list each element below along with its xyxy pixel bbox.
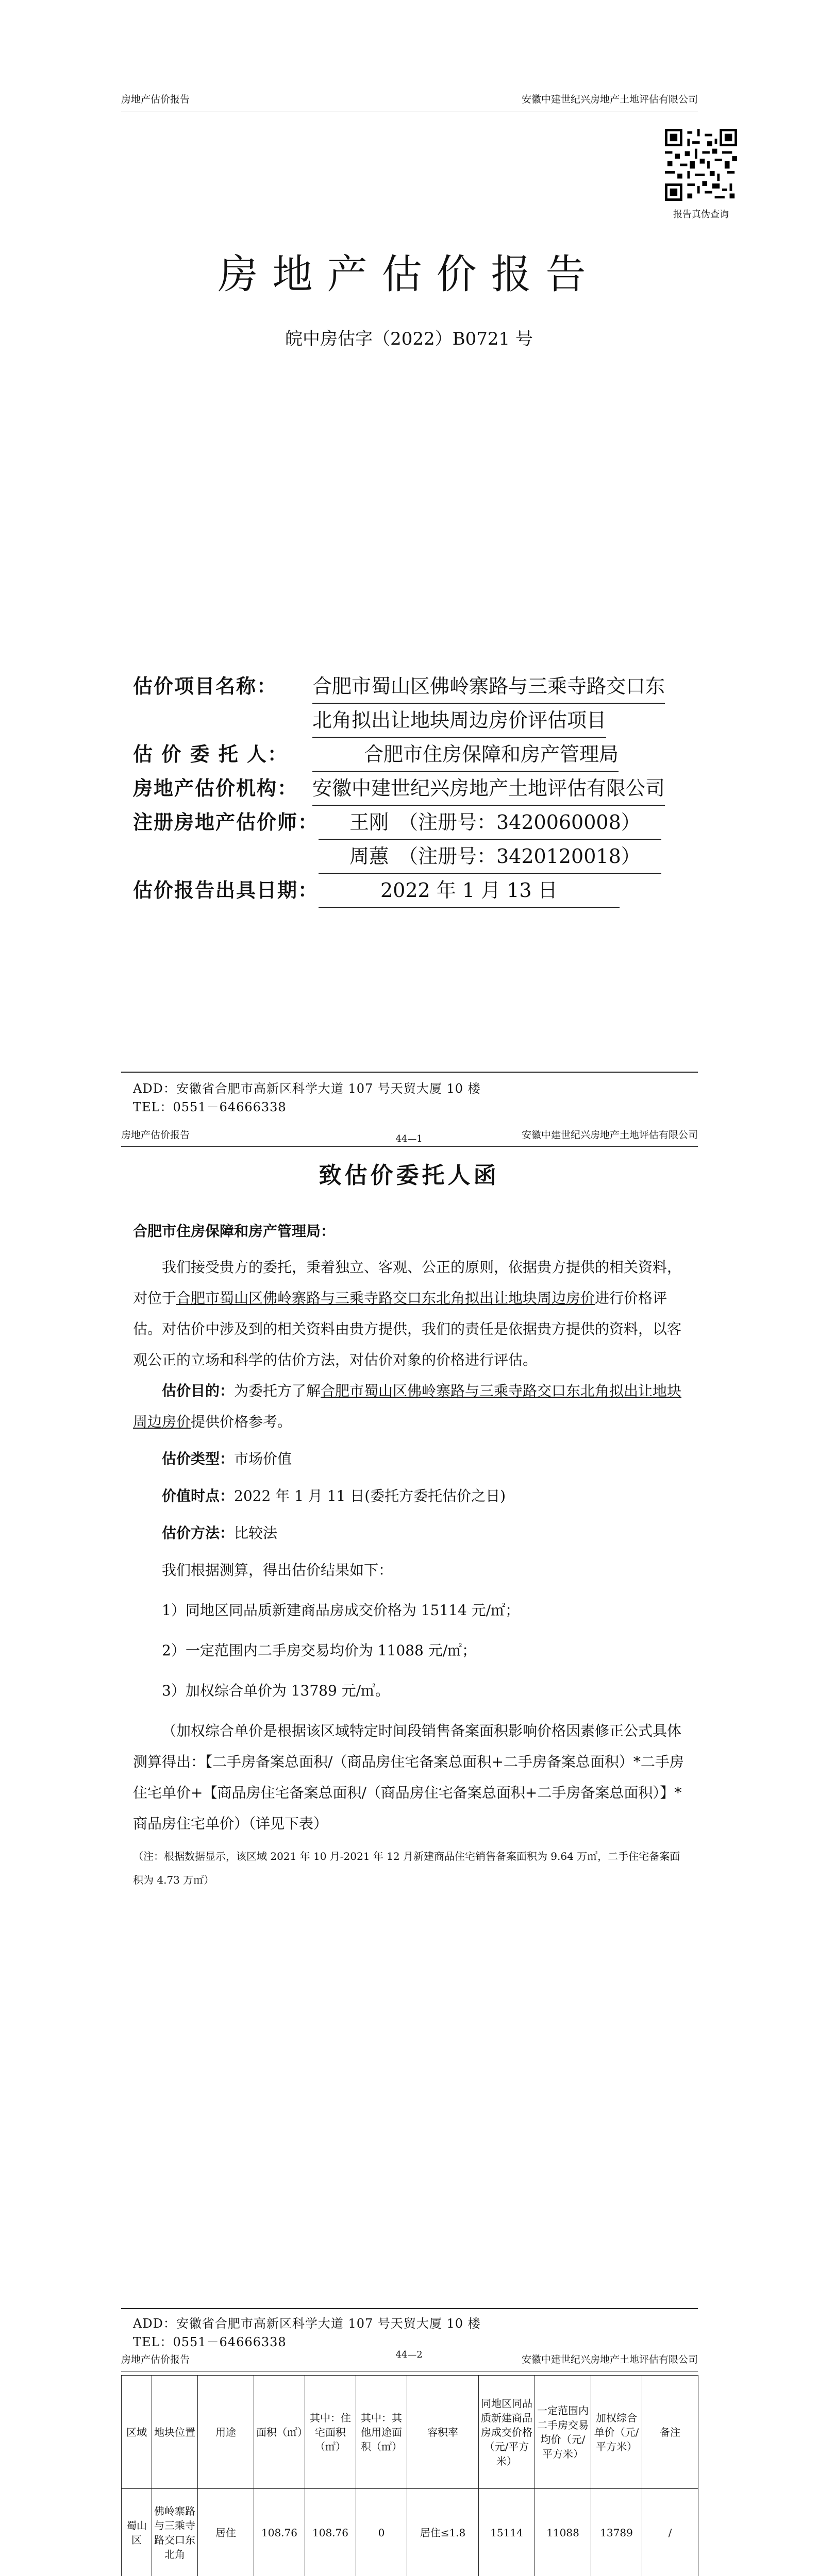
letter-body — [133, 1216, 687, 1892]
table-header: 备注 — [642, 2376, 698, 2489]
report-ref-number: 皖中房估字（2022）B0721 号 — [285, 329, 533, 349]
footer-rule — [121, 1072, 698, 1073]
header-left: 房地产估价报告 — [121, 1129, 190, 1141]
table-cell: 居住≤1.8 — [407, 2489, 479, 2576]
qr-caption: 报告真伪查询 — [673, 209, 729, 220]
table-cell: 13789 — [591, 2489, 642, 2576]
field-value: 2022 年 1 月 13 日 — [319, 874, 620, 908]
field-value: 北角拟出让地块周边房价评估项目 — [312, 704, 606, 738]
footer-tel: TEL：0551－64666338 — [133, 2335, 287, 2349]
table-row — [122, 2489, 698, 2576]
data-note: （注：根据数据显示，该区域 2021 年 10 月-2021 年 12 月新建商品住宅销售备案面积为 9.64 万㎡，二手住宅备案面积为 4.73 万㎡） — [133, 1850, 680, 1886]
header-right: 安徽中建世纪兴房地产土地评估有限公司 — [521, 94, 698, 105]
field-value: 合肥市蜀山区佛岭寨路与三乘寺路交口东 — [312, 670, 665, 704]
page-number: 44—1 — [395, 1133, 423, 1144]
field-issue-date — [133, 874, 665, 908]
field-project-name — [133, 670, 665, 704]
header-left: 房地产估价报告 — [121, 2354, 190, 2365]
page-footer — [133, 1079, 481, 1116]
field-label: 注册房地产估价师： — [133, 810, 319, 834]
table-cell: 居住 — [198, 2489, 254, 2576]
field-label: 估 价 委 托 人： — [133, 742, 288, 766]
table-header: 地块位置 — [152, 2376, 198, 2489]
field-agency — [133, 772, 665, 806]
field-appraiser-2 — [133, 840, 665, 874]
header-left: 房地产估价报告 — [121, 94, 190, 105]
table-header: 容积率 — [407, 2376, 479, 2489]
result-1: 1）同地区同品质新建商品房成交价格为 15114 元/㎡； — [162, 1602, 520, 1619]
page-footer — [133, 2314, 481, 2351]
table-cell: 11088 — [535, 2489, 591, 2576]
qr-code[interactable] — [665, 129, 737, 201]
addressee: 合肥市住房保障和房产管理局： — [133, 1223, 336, 1240]
paragraph-date: 价值时点：2022 年 1 月 11 日(委托方委托估价之日) — [162, 1487, 506, 1504]
page-header — [121, 92, 698, 111]
field-label: 估价报告出具日期： — [133, 878, 319, 902]
footer-address: ADD：安徽省合肥市高新区科学大道 107 号天贸大厦 10 楼 — [133, 1081, 481, 1096]
table-header: 加权综合单价（元/平方米） — [591, 2376, 642, 2489]
footer-address: ADD：安徽省合肥市高新区科学大道 107 号天贸大厦 10 楼 — [133, 2316, 481, 2331]
paragraph-type: 估价类型：市场价值 — [162, 1450, 292, 1467]
field-value: 王刚 （注册号：3420060008） — [319, 806, 661, 840]
table-header: 一定范围内二手房交易均价（元/平方米） — [535, 2376, 591, 2489]
cover-page — [0, 0, 818, 1144]
table-cell: 0 — [356, 2489, 407, 2576]
paragraph-purpose: 估价目的：为委托方了解合肥市蜀山区佛岭寨路与三乘寺路交口东北角拟出让地块周边房价提供价格参考。 — [133, 1382, 682, 1430]
valuation-table — [121, 2375, 698, 2576]
footer-tel: TEL：0551－64666338 — [133, 1100, 287, 1114]
table-cell: / — [642, 2489, 698, 2576]
letter-title: 致估价委托人函 — [319, 1162, 499, 1189]
table-cell: 108.76 — [254, 2489, 305, 2576]
page-header — [121, 1127, 698, 1147]
field-value: 安徽中建世纪兴房地产土地评估有限公司 — [312, 772, 665, 806]
table-header: 其中：其他用途面积（㎡） — [356, 2376, 407, 2489]
page-number: 44—2 — [395, 2349, 423, 2360]
table-cell: 蜀山区 — [122, 2489, 152, 2576]
table-header: 区域 — [122, 2376, 152, 2489]
field-value: 周蕙 （注册号：3420120018） — [319, 840, 661, 874]
paragraph-intro: 我们接受贵方的委托，秉着独立、客观、公正的原则，依据贵方提供的相关资料，对位于合肥市蜀山区佛岭寨路与三乘寺路交口东北角拟出让地块周边房价进行价格评估。对估价中涉及到的相关资料由贵方提供，我们的责任是依据贵方提供的资料，以客观公正的立场和科学的估价方法，对估价对象的价格进行评估。 — [133, 1259, 682, 1368]
field-label: 估价项目名称： — [133, 674, 278, 698]
field-project-name-cont — [133, 704, 665, 738]
result-3: 3）加权综合单价为 13789 元/㎡。 — [162, 1682, 390, 1699]
footer-rule — [121, 2308, 698, 2309]
header-right: 安徽中建世纪兴房地产土地评估有限公司 — [521, 1129, 698, 1141]
cover-info — [133, 670, 665, 908]
paragraph-method: 估价方法：比较法 — [162, 1524, 278, 1541]
table-header: 其中：住宅面积（㎡） — [305, 2376, 356, 2489]
table-header: 同地区同品质新建商品房成交价格（元/平方米） — [479, 2376, 535, 2489]
table-header: 用途 — [198, 2376, 254, 2489]
result-2: 2）一定范围内二手房交易均价为 11088 元/㎡； — [162, 1642, 477, 1659]
table-cell: 佛岭寨路与三乘寺路交口东北角 — [152, 2489, 198, 2576]
report-title: 房地产估价报告 — [218, 251, 600, 298]
table-cell: 108.76 — [305, 2489, 356, 2576]
paragraph-result-intro: 我们根据测算，得出估价结果如下： — [162, 1562, 393, 1579]
header-right: 安徽中建世纪兴房地产土地评估有限公司 — [521, 2354, 698, 2365]
table-header: 面积（㎡） — [254, 2376, 305, 2489]
field-label: 房地产估价机构： — [133, 776, 298, 800]
field-client — [133, 738, 665, 772]
table-cell: 15114 — [479, 2489, 535, 2576]
field-value: 合肥市住房保障和房产管理局 — [312, 738, 619, 772]
paragraph-formula: （加权综合单价是根据该区域特定时间段销售备案面积影响价格因素修正公式具体测算得出：【二手房备案总面积/（商品房住宅备案总面积+二手房备案总面积）*二手房住宅单价+【商品房住宅备案总面积/（商品房住宅备案总面积+二手房备案总面积）】*商品房住宅单价）（详见下表） — [133, 1722, 684, 1832]
field-appraiser-1 — [133, 806, 665, 840]
page-header — [121, 2352, 698, 2371]
table-header-row — [122, 2376, 698, 2489]
